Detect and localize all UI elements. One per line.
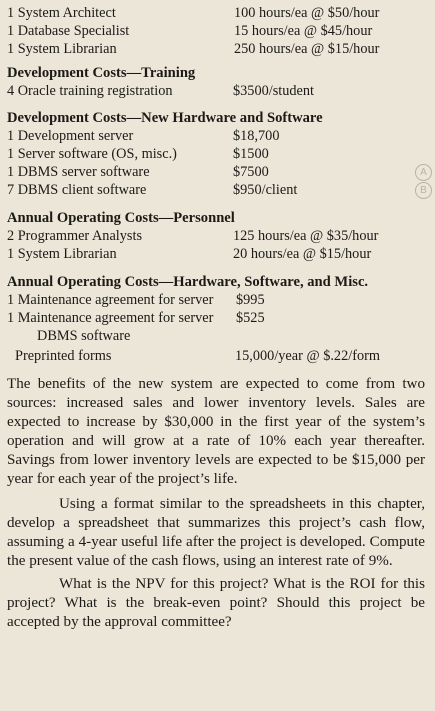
cost-label: 7 DBMS client software bbox=[7, 182, 147, 198]
cost-line bbox=[7, 245, 425, 263]
section-operating-hardware-software bbox=[7, 273, 425, 365]
cost-label: 2 Programmer Analysts bbox=[7, 228, 143, 244]
cost-value: 15 hours/ea @ $45/hour bbox=[234, 23, 373, 39]
cost-line bbox=[7, 145, 425, 163]
cost-line bbox=[7, 40, 425, 58]
cost-line bbox=[7, 4, 425, 22]
cost-label: 1 DBMS server software bbox=[7, 164, 150, 180]
cost-line bbox=[7, 309, 425, 327]
cost-value: 100 hours/ea @ $50/hour bbox=[234, 5, 380, 21]
cost-label: Preprinted forms bbox=[15, 348, 112, 364]
personnel-list bbox=[7, 4, 425, 58]
cost-line bbox=[7, 291, 425, 309]
cost-value: 125 hours/ea @ $35/hour bbox=[233, 228, 379, 244]
cost-line bbox=[7, 347, 425, 365]
section-hardware-software bbox=[7, 109, 425, 199]
section-heading: Annual Operating Costs—Personnel bbox=[7, 210, 235, 226]
section-heading: Development Costs—New Hardware and Software bbox=[7, 110, 323, 126]
cost-value: $1500 bbox=[233, 146, 269, 162]
cost-value: $525 bbox=[236, 310, 265, 326]
cost-line bbox=[7, 181, 425, 199]
cost-line bbox=[7, 163, 425, 181]
cost-label: 1 System Librarian bbox=[7, 246, 117, 262]
cost-label: 1 System Librarian bbox=[7, 41, 117, 57]
cost-label: 1 Server software (OS, misc.) bbox=[7, 146, 177, 162]
cost-label: 1 Database Specialist bbox=[7, 23, 130, 39]
cost-label: 1 Development server bbox=[7, 128, 134, 144]
cost-value: 20 hours/ea @ $15/hour bbox=[233, 246, 372, 262]
cost-value: $18,700 bbox=[233, 128, 280, 144]
margin-mark-b: B bbox=[415, 182, 432, 199]
benefits-paragraph: The benefits of the new system are expected to come from two sources: increased sales and lower inventory levels. Sales are expected to increase by $30,000 in the first year of the system’s operation and will grow at a rate of 10% each year thereafter. Savings from lower inventory levels are expected to be $15,000 per year for each year of the project’s life. bbox=[7, 376, 425, 487]
cost-label: 4 Oracle training registration bbox=[7, 83, 173, 99]
cost-label: DBMS software bbox=[37, 328, 131, 344]
section-heading: Annual Operating Costs—Hardware, Software, and Misc. bbox=[7, 274, 369, 290]
cost-label: 1 Maintenance agreement for server bbox=[7, 310, 214, 326]
cost-line bbox=[7, 82, 425, 100]
section-operating-personnel bbox=[7, 209, 425, 263]
section-heading: Development Costs—Training bbox=[7, 65, 196, 81]
cost-value: $7500 bbox=[233, 164, 269, 180]
spreadsheet-instructions-paragraph: Using a format similar to the spreadsheets in this chapter, develop a spreadsheet that summarizes this project’s cash flow, assuming a 4-year useful life after the project is developed. Compute the present value of the cash flows, using an interest rate of 9%. bbox=[7, 496, 425, 569]
cost-value: $950/client bbox=[233, 182, 298, 198]
margin-mark-a: A bbox=[415, 164, 432, 181]
cost-value: $995 bbox=[236, 292, 265, 308]
questions-paragraph: What is the NPV for this project? What is the ROI for this project? What is the break-even point? Should this project be accepted by the approval committee? bbox=[7, 576, 425, 630]
cost-value: 250 hours/ea @ $15/hour bbox=[234, 41, 380, 57]
cost-label: 1 Maintenance agreement for server bbox=[7, 292, 214, 308]
cost-line bbox=[7, 227, 425, 245]
cost-line bbox=[7, 327, 425, 345]
section-training bbox=[7, 64, 425, 100]
cost-value: $3500/student bbox=[233, 83, 315, 99]
cost-line bbox=[7, 22, 425, 40]
cost-value: 15,000/year @ $.22/form bbox=[235, 348, 380, 364]
cost-line bbox=[7, 127, 425, 145]
cost-label: 1 System Architect bbox=[7, 5, 116, 21]
